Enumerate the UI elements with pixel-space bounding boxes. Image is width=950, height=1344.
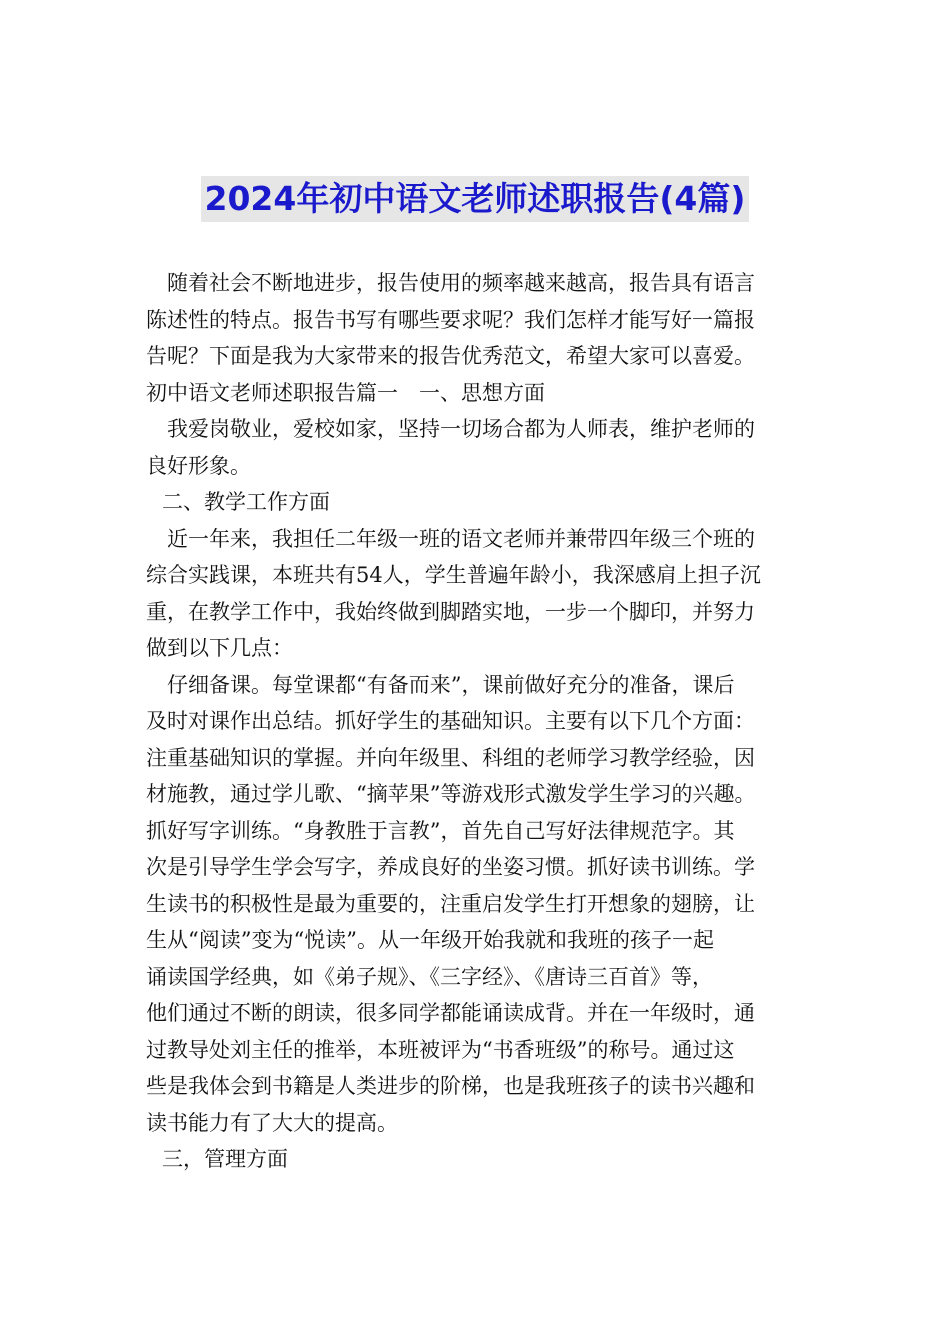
paragraph-line: 随着社会不断地进步，报告使用的频率越来越高，报告具有语言 bbox=[167, 271, 755, 295]
section-heading-line: 三，管理方面 bbox=[162, 1147, 288, 1171]
paragraph-line: 诵读国学经典，如《弟子规》、《三字经》、《唐诗三百首》等， bbox=[146, 964, 713, 989]
title-block bbox=[0, 176, 950, 222]
document-title: 2024年初中语文老师述职报告(4篇) bbox=[201, 176, 750, 222]
paragraph-line: 仔细备课。每堂课都“有备而来”，课前做好充分的准备，课后 bbox=[167, 672, 735, 697]
paragraph-line: 陈述性的特点。报告书写有哪些要求呢？我们怎样才能写好一篇报 bbox=[146, 307, 755, 332]
paragraph-line: 读书能力有了大大的提高。 bbox=[146, 1110, 398, 1135]
paragraph-line: 综合实践课，本班共有54人，学生普遍年龄小，我深感肩上担子沉 bbox=[146, 563, 761, 587]
paragraph-line: 近一年来，我担任二年级一班的语文老师并兼带四年级三个班的 bbox=[167, 526, 755, 551]
paragraph-line: 生读书的积极性是最为重要的，注重启发学生打开想象的翅膀，让 bbox=[146, 891, 755, 916]
section-heading-line: 初中语文老师述职报告篇一 一、思想方面 bbox=[146, 380, 545, 405]
paragraph-line: 抓好写字训练。“身教胜于言教”，首先自己写好法律规范字。其 bbox=[146, 818, 735, 843]
paragraph-line: 次是引导学生学会写字，养成良好的坐姿习惯。抓好读书训练。学 bbox=[146, 855, 755, 879]
section-heading-line: 二、教学工作方面 bbox=[162, 490, 330, 514]
paragraph-line: 做到以下几点： bbox=[146, 636, 293, 660]
paragraph-line: 材施教，通过学儿歌、“摘苹果”等游戏形式激发学生学习的兴趣。 bbox=[146, 782, 756, 806]
paragraph-line: 良好形象。 bbox=[146, 453, 251, 478]
paragraph-line: 我爱岗敬业，爱校如家，坚持一切场合都为人师表，维护老师的 bbox=[167, 417, 755, 441]
paragraph-line: 些是我体会到书籍是人类进步的阶梯，也是我班孩子的读书兴趣和 bbox=[146, 1074, 755, 1098]
paragraph-line: 他们通过不断的朗读，很多同学都能诵读成背。并在一年级时，通 bbox=[146, 1001, 755, 1025]
paragraph-line: 过教导处刘主任的推举，本班被评为“书香班级”的称号。通过这 bbox=[146, 1037, 735, 1062]
paragraph-line: 注重基础知识的掌握。并向年级里、科组的老师学习教学经验，因 bbox=[146, 745, 755, 770]
paragraph-line: 重，在教学工作中，我始终做到脚踏实地，一步一个脚印，并努力 bbox=[146, 599, 755, 624]
paragraph-line: 告呢？下面是我为大家带来的报告优秀范文，希望大家可以喜爱。 bbox=[146, 344, 755, 368]
paragraph-line: 及时对课作出总结。抓好学生的基础知识。主要有以下几个方面： bbox=[146, 709, 755, 733]
document-body bbox=[146, 265, 806, 1178]
paragraph-line: 生从“阅读”变为“悦读”。从一年级开始我就和我班的孩子一起 bbox=[146, 928, 714, 952]
